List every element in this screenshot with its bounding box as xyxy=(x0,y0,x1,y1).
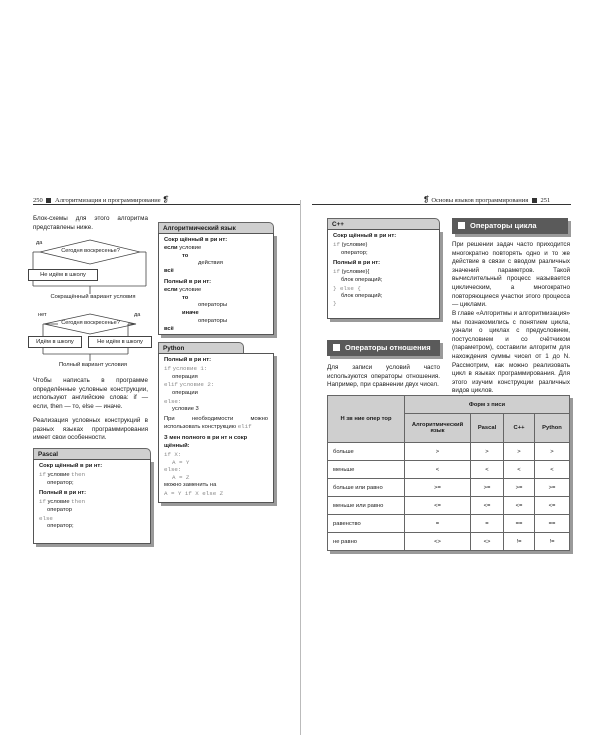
right-page-number: 251 xyxy=(540,197,551,204)
code-line xyxy=(164,381,268,390)
code-line: if X: xyxy=(164,450,182,458)
algo-full-title: Полный в ри нт: xyxy=(164,278,212,285)
code-line: операция xyxy=(172,373,198,380)
cpp-full-title: Полный в ри нт: xyxy=(333,260,381,267)
operator-value: > xyxy=(535,443,570,461)
left-page-header xyxy=(33,195,169,204)
flowchart-short xyxy=(28,236,153,302)
keyword: if xyxy=(39,470,46,478)
heading-text: Операторы цикла xyxy=(470,221,537,230)
cpp-tab: C++ xyxy=(327,218,440,229)
code-text: условие xyxy=(179,244,202,251)
flow-condition: Сегодня воскресенье? xyxy=(61,248,120,254)
operator-value: > xyxy=(471,443,504,461)
intro-text: Блок-схемы для этого алгоритма представлены ниже. xyxy=(33,215,148,231)
loop-operators-heading xyxy=(452,218,568,234)
code-text: условие xyxy=(47,499,70,506)
code-line: else: xyxy=(164,397,182,405)
flow-right-action: Не идём в школу xyxy=(88,336,152,348)
code-line: операторы xyxy=(198,302,228,309)
code-line xyxy=(333,241,434,250)
left-page-number: 250 xyxy=(33,197,43,204)
code-line: условие 3 xyxy=(172,405,199,412)
operator-value: <> xyxy=(405,533,471,551)
flow-yes-label: да xyxy=(36,240,43,246)
header-rule-right xyxy=(312,204,571,205)
code-line: оператор; xyxy=(341,249,368,256)
relational-operators-heading xyxy=(327,340,440,356)
operator-value: != xyxy=(535,533,570,551)
operator-value: < xyxy=(471,461,504,479)
algo-short-title: Сокр щённый в ри нт: xyxy=(164,237,228,243)
keyword: всё xyxy=(164,268,174,275)
code-line: оператор; xyxy=(47,522,74,529)
cpp-code-box xyxy=(327,229,440,319)
table-row xyxy=(328,479,570,497)
note-text: При необходимости можно использовать конструкцию xyxy=(164,415,268,431)
table-row xyxy=(328,443,570,461)
operator-name: не равно xyxy=(328,533,405,551)
operator-value: >= xyxy=(535,479,570,497)
operator-value: < xyxy=(405,461,471,479)
flow-condition: Сегодня воскресенье? xyxy=(61,320,120,326)
keyword: если xyxy=(164,244,178,251)
python-full-title: Полный в ри нт: xyxy=(164,357,212,363)
operator-value: >= xyxy=(405,479,471,497)
sub-header-python: Python xyxy=(535,414,570,443)
cpp-short-title: Сокр щённый в ри нт: xyxy=(333,233,397,239)
code-line: A = Y if X else Z xyxy=(164,489,224,497)
operator-value: == xyxy=(535,515,570,533)
operator-value: = xyxy=(405,515,471,533)
flow-yes-label: да xyxy=(134,312,141,318)
code-line xyxy=(39,498,145,507)
table-row xyxy=(328,497,570,515)
operator-value: >= xyxy=(504,479,535,497)
right-running-title: Основы языков программирования xyxy=(431,197,529,204)
code-line: A = Y xyxy=(172,458,190,466)
code-line: действия xyxy=(198,260,223,267)
operator-value: < xyxy=(504,461,535,479)
code-text: условие 1: xyxy=(172,364,208,372)
python-tab: Python xyxy=(158,342,244,353)
operator-name-header: Н зв ние опер тор xyxy=(328,396,405,443)
operator-name: больше xyxy=(328,443,405,461)
python-replace-title: З мен полного в ри нт н сокр щённый: xyxy=(164,435,248,449)
operators-table xyxy=(327,395,570,551)
square-icon xyxy=(46,198,51,203)
relational-operators-text: Для записи условий часто используются операторы отношения. Например, при сравнении двух чисел. xyxy=(327,364,440,389)
pascal-tab: Pascal xyxy=(33,448,151,459)
logo-icon: ❡ xyxy=(162,195,170,204)
loop-paragraph-2: В главе «Алгоритмы и алгоритмизация» мы познакомились с понятием цикла, узнали о циклах с предусловием, постусловием и со счётчиком (параметром), составили алгоритм для нахождения суммы чисел от 1 до N. Рассмотрим, как можно реализовать цикл в языках программирования. Для этого изучим конструкции различных видов циклов. xyxy=(452,310,570,395)
code-line: оператор xyxy=(47,506,72,513)
form-header: Форм з писи xyxy=(405,396,570,414)
code-line: оператор; xyxy=(47,479,74,486)
algo-tab: Алгоритмический язык xyxy=(158,222,274,233)
code-line: операции xyxy=(172,390,198,397)
flow-short-caption: Сокращённый вариант условия xyxy=(50,294,136,300)
keyword: elif xyxy=(164,381,178,389)
code-text: условие xyxy=(47,471,70,478)
table-row xyxy=(328,461,570,479)
square-icon xyxy=(333,344,340,351)
python-code-box xyxy=(158,353,274,503)
flow-no-label: нет xyxy=(38,312,47,318)
keyword: if xyxy=(39,498,46,506)
flow-action-box: Не идём в школу xyxy=(28,269,98,281)
code-line xyxy=(39,471,145,480)
table-row xyxy=(328,515,570,533)
operator-name: меньше или равно xyxy=(328,497,405,515)
flowchart-full xyxy=(28,312,153,362)
code-line xyxy=(164,287,268,295)
pascal-short-title: Сокр щённый в ри нт: xyxy=(39,463,103,469)
keyword: то xyxy=(182,252,189,259)
keyword: то xyxy=(182,294,189,301)
code-line xyxy=(164,365,268,374)
keyword: then xyxy=(71,498,86,506)
code-line: операторы xyxy=(198,317,228,324)
header-rule-left xyxy=(33,204,300,205)
logo-icon: ❡ xyxy=(423,195,430,204)
operator-value: == xyxy=(504,515,535,533)
code-line: } xyxy=(333,300,337,308)
code-text: (условие) xyxy=(341,241,368,248)
keyword: if xyxy=(164,364,171,372)
code-line: else: xyxy=(164,466,182,474)
paragraph-keywords: Чтобы написать в программе определённые условные конструкции, используют английские слова: if — если, then — то, else — иначе. xyxy=(33,377,148,410)
operator-value: <= xyxy=(535,497,570,515)
code-line xyxy=(333,268,434,277)
paragraph-features: Реализация условных конструкций в разных языках программирования имеет свои особенности. xyxy=(33,417,148,442)
python-note xyxy=(164,416,268,433)
operator-value: < xyxy=(535,461,570,479)
code-line: блок операций; xyxy=(341,276,383,283)
flow-full-caption: Полный вариант условия xyxy=(58,362,128,368)
algo-code-box xyxy=(158,233,274,335)
keyword: если xyxy=(164,286,178,293)
code-line xyxy=(164,245,268,253)
sub-header-pascal: Pascal xyxy=(471,414,504,443)
keyword: if xyxy=(333,240,340,248)
code-line: блок операций; xyxy=(341,292,383,299)
operators-table-wrapper xyxy=(327,395,570,551)
code-line: A = Z xyxy=(172,474,190,482)
page-gutter xyxy=(300,200,301,735)
loop-paragraph-1: При решении задач часто приходится многократно повторять одно и то же действие в связи с вводом различных значений параметров. Такой вычислительный процесс называется циклическим, а многократно повторяющиеся участки этого процесса — циклами. xyxy=(452,241,570,309)
operator-value: <= xyxy=(504,497,535,515)
square-icon xyxy=(532,198,537,203)
table-row xyxy=(328,533,570,551)
keyword: if xyxy=(333,268,340,276)
code-line: } else { xyxy=(333,284,361,292)
code-text: условие 2: xyxy=(179,381,215,389)
pascal-full-title: Полный в ри нт: xyxy=(39,490,87,497)
operator-name: равенство xyxy=(328,515,405,533)
operator-value: > xyxy=(405,443,471,461)
right-page-header xyxy=(423,195,550,204)
operator-name: больше или равно xyxy=(328,479,405,497)
sub-header-cpp: C++ xyxy=(504,414,535,443)
operator-value: >= xyxy=(471,479,504,497)
code-line: можно заменить на xyxy=(164,481,217,488)
operator-value: > xyxy=(504,443,535,461)
operator-value: <= xyxy=(405,497,471,515)
left-running-title: Алгоритмизация и программирование xyxy=(55,197,161,204)
code-text: (условие){ xyxy=(341,269,370,276)
code-text: условие xyxy=(179,286,202,293)
keyword: всё xyxy=(164,325,174,332)
operator-value: <= xyxy=(471,497,504,515)
flow-left-action: Идём в школу xyxy=(28,336,82,348)
keyword: elif xyxy=(237,423,252,431)
keyword: then xyxy=(71,470,86,478)
sub-header-algo: Алгоритмический язык xyxy=(405,414,471,443)
code-line: else xyxy=(39,514,53,522)
square-icon xyxy=(458,222,465,229)
keyword: иначе xyxy=(182,310,199,317)
operator-value: = xyxy=(471,515,504,533)
operator-name: меньше xyxy=(328,461,405,479)
heading-text: Операторы отношения xyxy=(345,343,431,352)
pascal-code-box xyxy=(33,459,151,544)
operator-value: != xyxy=(504,533,535,551)
operator-value: <> xyxy=(471,533,504,551)
